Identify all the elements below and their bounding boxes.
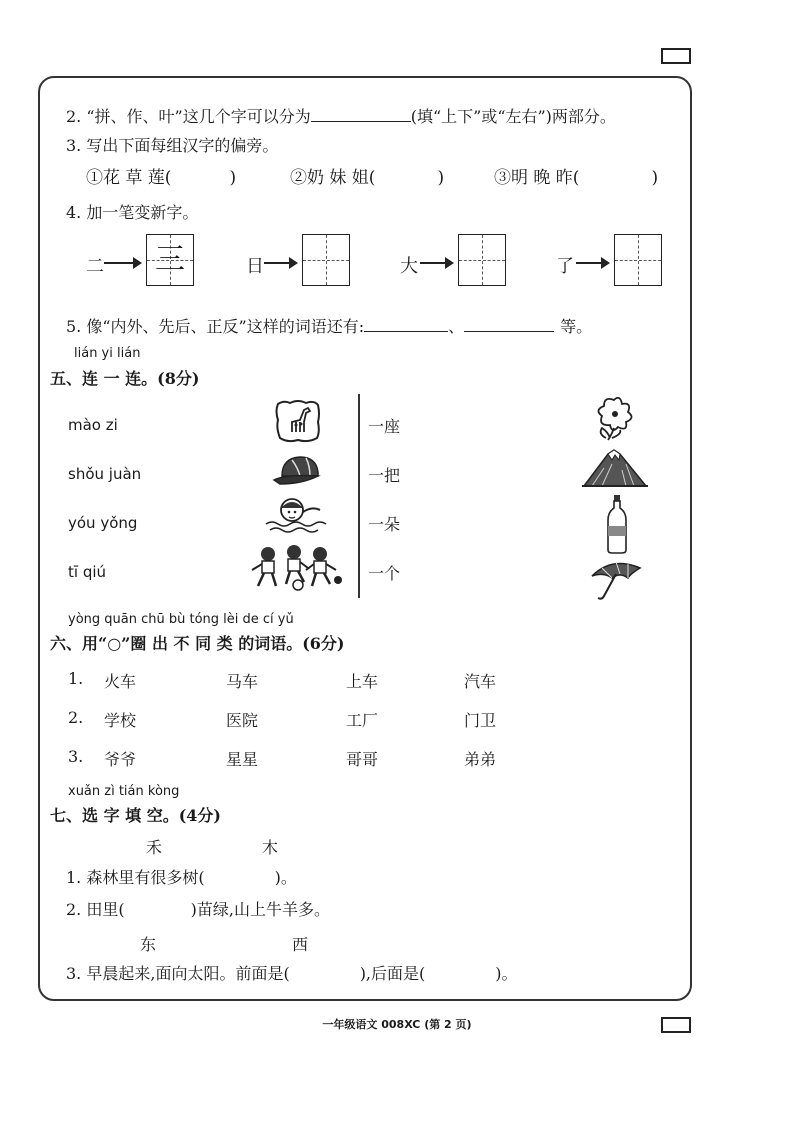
q5-suffix: 等。 [560,317,593,336]
sec5-pinyin-2: shǒu juàn [68,465,142,483]
sec7-s3-b: ),后面是( [359,964,426,983]
bottle-icon [604,494,630,554]
q5-blank-2[interactable] [464,316,554,332]
measure-word-3: 一朵 [368,515,401,534]
sec6-word[interactable]: 哥哥 [346,750,379,769]
q4-grid-4[interactable] [614,234,662,286]
q5-sep: 、 [448,317,465,336]
question-5 [66,316,592,337]
sec5-title: 五、连 一 连。(8分) [50,369,200,388]
sec6-title: 六、用“○”圈 出 不 同 类 的词语。(6分) [50,634,345,653]
q4-base-3: 大 [400,256,418,277]
q4-arrow-2 [264,262,296,264]
sec6-word[interactable]: 火车 [104,672,137,691]
q3-group-2 [290,168,444,188]
sec6-word[interactable]: 汽车 [464,672,497,691]
q2-prefix: 2. “拼、作、叶”这几个字可以分为 [66,107,311,126]
soccer-kids-icon [246,544,346,592]
q4-base-1: 二 [86,256,104,277]
question-2 [66,106,616,127]
sec6-word[interactable]: 弟弟 [464,750,497,769]
q3-close-2: ) [437,168,445,188]
sec6-word[interactable]: 门卫 [464,711,497,730]
q4-grid-2[interactable] [302,234,350,286]
sec7-sentence-2 [66,900,330,920]
flower-icon [590,394,638,442]
q4-arrow-4 [576,262,608,264]
measure-word-2: 一把 [368,466,401,485]
q2-answer-blank[interactable] [311,106,411,122]
sec6-row-2-num: 2. [68,708,84,727]
q4-grid-1[interactable] [146,234,194,286]
q4-base-2: 日 [246,256,264,277]
score-box-top [661,48,691,64]
sec6-word[interactable]: 爷爷 [104,750,137,769]
sec7-pinyin: xuǎn zì tián kòng [68,784,180,799]
umbrella-icon [590,556,644,602]
mountain-icon [582,446,648,490]
sec7-s3-c: )。 [495,964,518,983]
sec7-choice-2a: 东 [140,935,157,954]
question-4-title: 4. 加一笔变新字。 [66,203,199,222]
q2-suffix: (填“上下”或“左右”)两部分。 [410,107,616,126]
q5-prefix: 5. 像“内外、先后、正反”这样的词语还有: [66,317,365,336]
q4-base-4: 了 [556,256,574,277]
measure-word-4: 一个 [368,564,401,583]
matching-divider [358,394,360,598]
q4-grid-3[interactable] [458,234,506,286]
sec7-choice-1b: 木 [262,838,279,857]
q4-arrow-1 [104,262,140,264]
q3-group-1-text: ①花 草 莲( [86,168,172,188]
q3-group-3-text: ③明 晚 昨( [494,168,580,188]
cap-icon [272,452,324,486]
sec7-sentence-3 [66,964,518,984]
sec7-sentence-1 [66,868,297,888]
sec7-choice-2b: 西 [292,935,309,954]
q4-answer-1: 三 [155,242,185,277]
giraffe-scarf-icon [274,398,322,444]
sec5-pinyin-4: tī qiú [68,563,107,581]
q3-close-3: ) [651,168,659,188]
sec7-s1-b: )。 [274,868,297,887]
sec6-row-3-num: 3. [68,747,84,766]
sec5-pinyin: lián yi lián [74,346,141,361]
measure-word-1: 一座 [368,417,401,436]
sec7-s3-a: 3. 早晨起来,面向太阳。前面是( [66,964,290,983]
sec6-word[interactable]: 马车 [226,672,259,691]
q4-arrow-3 [420,262,452,264]
sec6-pinyin: yòng quān chū bù tóng lèi de cí yǔ [68,612,294,627]
question-3-title: 3. 写出下面每组汉字的偏旁。 [66,136,279,155]
sec6-word[interactable]: 星星 [226,750,259,769]
sec7-s1-a: 1. 森林里有很多树( [66,868,205,887]
q3-group-3 [494,168,658,188]
q3-close-1: ) [229,168,237,188]
sec6-word[interactable]: 学校 [104,711,137,730]
sec6-word[interactable]: 医院 [226,711,259,730]
sec7-title: 七、选 字 填 空。(4分) [50,806,221,825]
sec6-row-1-num: 1. [68,669,84,688]
sec7-s2-a: 2. 田里( [66,900,125,919]
q3-group-2-text: ②奶 妹 姐( [290,168,376,188]
page-footer: 一年级语文 008XC (第 2 页) [322,1018,472,1031]
q5-blank-1[interactable] [364,316,448,332]
sec7-s2-b: )苗绿,山上牛羊多。 [190,900,330,919]
swimmer-icon [262,494,332,534]
sec6-word[interactable]: 上车 [346,672,379,691]
sec5-pinyin-1: mào zi [68,416,118,434]
sec5-pinyin-3: yóu yǒng [68,514,138,532]
sec6-word[interactable]: 工厂 [346,711,379,730]
sec7-choice-1a: 禾 [146,838,163,857]
q3-group-1 [86,168,236,188]
